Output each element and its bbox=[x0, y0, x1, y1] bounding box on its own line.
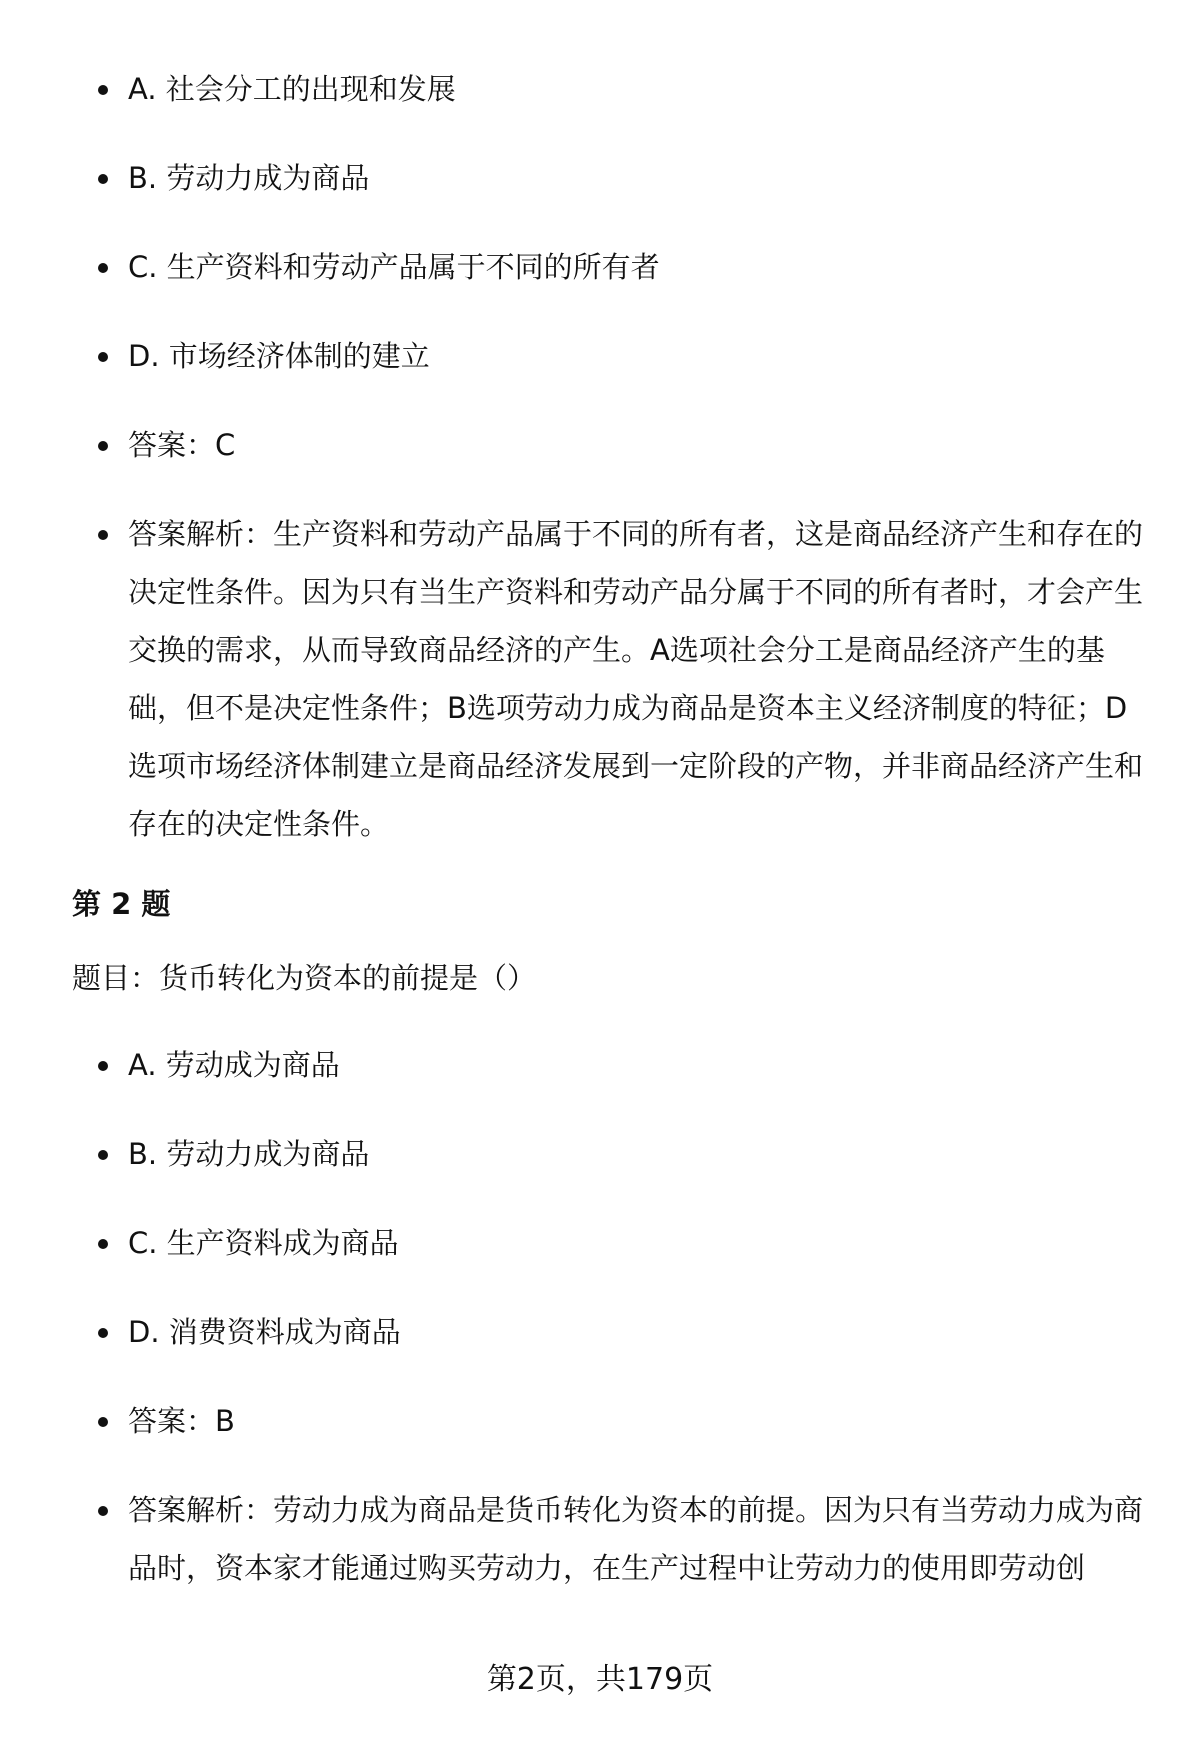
q1-option-a: A. 社会分工的出现和发展 bbox=[72, 60, 1152, 118]
question-2-stem: 题目：货币转化为资本的前提是（） bbox=[72, 961, 537, 995]
question-2-heading: 第 2 题 bbox=[72, 887, 171, 921]
q2-option-d: D. 消费资料成为商品 bbox=[72, 1303, 1152, 1361]
q2-option-b: B. 劳动力成为商品 bbox=[72, 1125, 1152, 1183]
q1-option-c: C. 生产资料和劳动产品属于不同的所有者 bbox=[72, 238, 1152, 296]
question-1-list bbox=[72, 60, 1152, 853]
q1-answer: 答案：C bbox=[72, 416, 1152, 474]
q1-explanation: 答案解析：生产资料和劳动产品属于不同的所有者，这是商品经济产生和存在的决定性条件。因为只有当生产资料和劳动产品分属于不同的所有者时，才会产生交换的需求，从而导致商品经济的产生。A选项社会分工是商品经济产生的基础，但不是决定性条件；B选项劳动力成为商品是资本主义经济制度的特征；D选项市场经济体制建立是商品经济发展到一定阶段的产物，并非商品经济产生和存在的决定性条件。 bbox=[72, 505, 1152, 853]
q1-option-b: B. 劳动力成为商品 bbox=[72, 149, 1152, 207]
q2-answer: 答案：B bbox=[72, 1392, 1152, 1450]
q2-option-a: A. 劳动成为商品 bbox=[72, 1036, 1152, 1094]
page-number-footer: 第2页，共179页 bbox=[486, 1662, 714, 1697]
q2-option-c: C. 生产资料成为商品 bbox=[72, 1214, 1152, 1272]
q2-explanation: 答案解析：劳动力成为商品是货币转化为资本的前提。因为只有当劳动力成为商品时，资本家才能通过购买劳动力，在生产过程中让劳动力的使用即劳动创 bbox=[72, 1481, 1152, 1597]
q1-option-d: D. 市场经济体制的建立 bbox=[72, 327, 1152, 385]
document-page bbox=[72, 60, 1152, 1628]
question-2-list bbox=[72, 1036, 1152, 1597]
